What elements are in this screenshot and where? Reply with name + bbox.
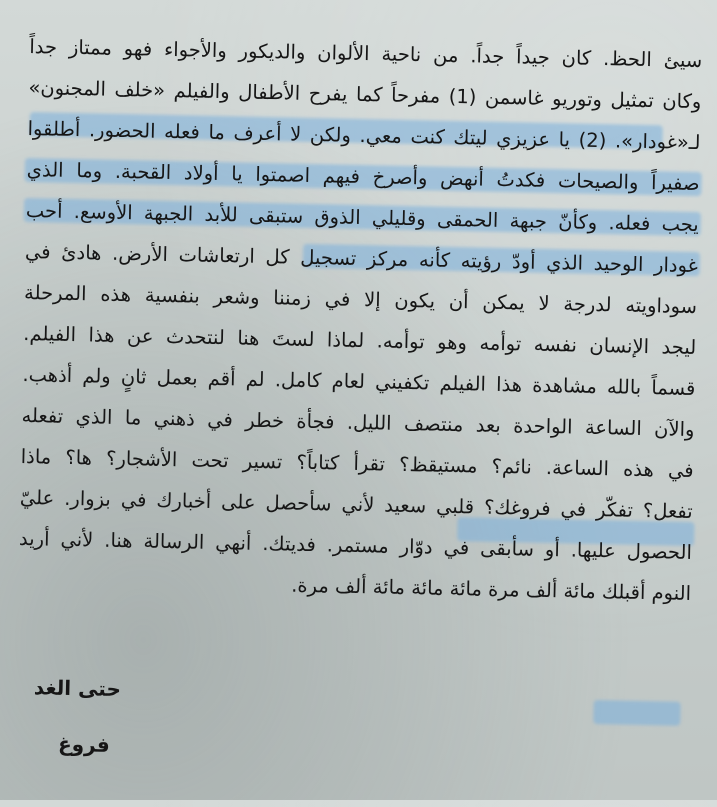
text-line: قسماً بالله مشاهدة هذا الفيلم تكفيني لعام كامل. لم أقم بعمل ثانٍ ولم أذهب. [22, 362, 696, 401]
text-line: صفيراً والصيحات فكدتُ أنهض وأصرخ فيهم اصمتوا يا أولاد القحبة. وما الذي [26, 158, 700, 196]
text-line: تفعل؟ تفكّر في فروغك؟ قلبي سعيد لأني سأحصل على أخبارك في بزوار. عليّ [19, 485, 693, 524]
text-line: وكان تمثيل وتوريو غاسمن (1) مفرحاً كما يفرح الأطفال والفيلم «خلف المجنون» [28, 76, 702, 114]
text-line: النوم أقبلك مائة ألف مرة مائة مائة مائة ألف مرة. [290, 573, 692, 606]
text-line: غودار الوحيد الذي أودّ رؤيته كأنه مركز تسجيل كل ارتعاشات الأرض. هادئ في [24, 239, 699, 278]
text-line: الحصول عليها. أو سأبقى في دوّار مستمر. فديتك. أنهي الرسالة هنا. لأني أريد [18, 526, 693, 565]
text-line: ليجد الإنسان نفسه توأمه وهو توأمه. لماذا لستَ هنا لنتحدث عن هذا الفيلم. [23, 321, 697, 360]
text-line: والآن الساعة الواحدة بعد منتصف الليل. فجأة خطر في ذهني ما الذي تفعله [21, 403, 695, 442]
text-line: يجب فعله. وكأنّ جبهة الحمقى وقليلي الذوق ستبقى للأبد الجبهة الأوسع. أحب [25, 198, 699, 237]
highlight-mark [593, 700, 680, 726]
text-line: سيئ الحظ. كان جيداً جداً. من ناحية الألوان والديكور والأجواء فهو ممتاز جداً [29, 35, 703, 73]
text-line: سوداويته لدرجة لا يمكن أن يكون إلا في زمننا وشعر بنفسية هذه المرحلة [23, 280, 698, 319]
signature: فروغ [57, 731, 110, 757]
text-line: في هذه الساعة. نائم؟ مستيقظ؟ تقرأ كتاباً؟ تسير تحت الأشجار؟ ها؟ ماذا [20, 444, 694, 483]
text-line: لـ«غودار». (2) يا عزيزي ليتك كنت معي. ولكن لا أعرف ما فعله الحضور. أطلقوا [27, 117, 701, 155]
closing-text: حتى الغد [33, 675, 122, 702]
